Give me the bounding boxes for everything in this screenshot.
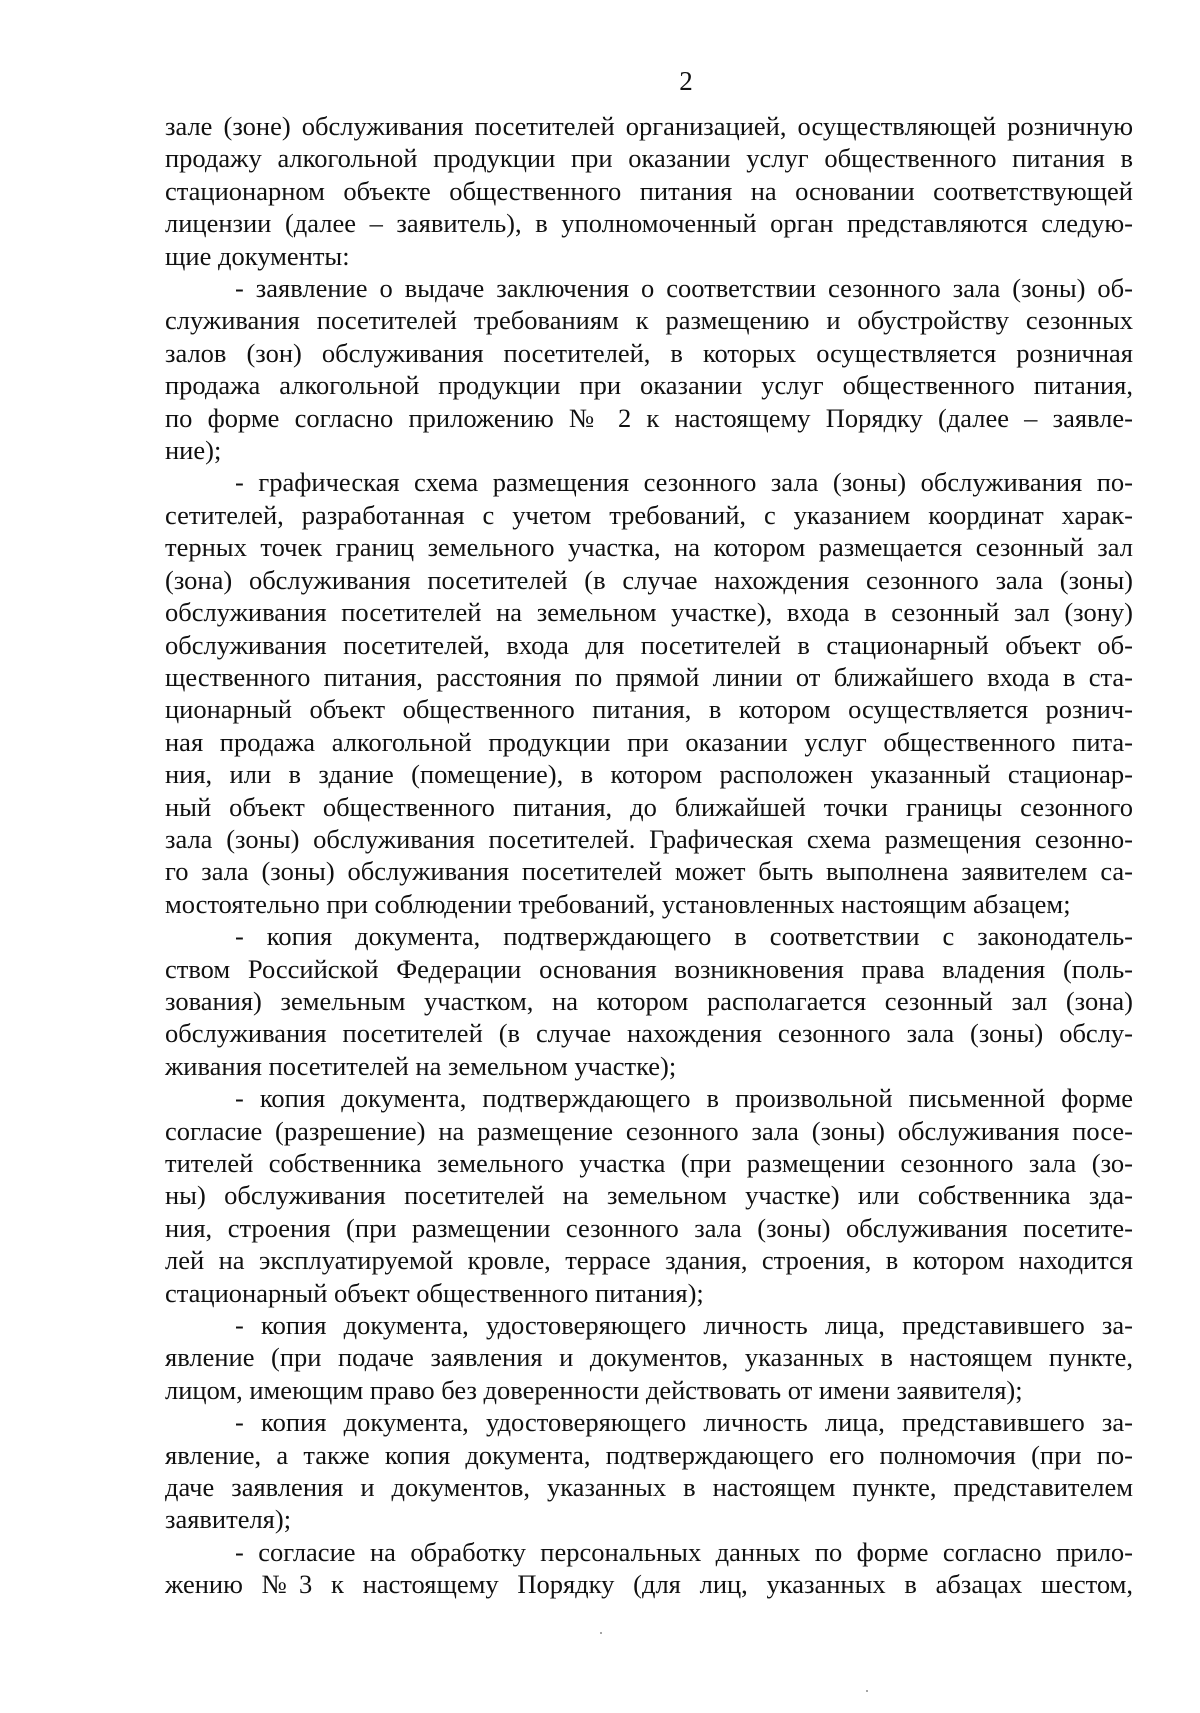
- text-line: жению №3 к настоящему Порядку (для лиц, указанных в абзацах шестом,: [165, 1569, 1133, 1600]
- text-line: - копия документа, удостоверяющего личность лица, представившего за-: [235, 1310, 1133, 1341]
- text-line: - согласие на обработку персональных данных по форме согласно прило-: [235, 1536, 1133, 1567]
- text-line: продажа алкогольной продукции при оказании услуг общественного питания,: [165, 370, 1133, 401]
- text-line: (зона) обслуживания посетителей (в случае нахождения сезонного зала (зоны): [165, 564, 1133, 595]
- text-line: - копия документа, удостоверяющего личность лица, представившего за-: [235, 1407, 1133, 1438]
- scan-speck: [866, 1690, 868, 1692]
- text-line: стационарном объекте общественного питания на основании соответствующей: [165, 175, 1133, 206]
- document-body: [165, 110, 1133, 1601]
- text-line: ния, строения (при размещении сезонного зала (зоны) обслуживания посетите-: [165, 1212, 1133, 1243]
- text-line: сетителей, разработанная с учетом требований, с указанием координат харак-: [165, 499, 1133, 530]
- text-line: стационарный объект общественного питания);: [165, 1277, 704, 1308]
- text-line: лей на эксплуатируемой кровле, террасе здания, строения, в котором находится: [165, 1245, 1133, 1276]
- text-line: заявителя);: [165, 1504, 292, 1535]
- text-line: зале (зоне) обслуживания посетителей организацией, осуществляющей розничную: [165, 111, 1133, 141]
- text-line: го зала (зоны) обслуживания посетителей может быть выполнена заявителем са-: [165, 856, 1133, 887]
- text-line: зала (зоны) обслуживания посетителей. Графическая схема размещения сезонно-: [165, 823, 1133, 854]
- text-line: мостоятельно при соблюдении требований, установленных настоящим абзацем;: [165, 888, 1071, 919]
- text-line: терных точек границ земельного участка, на котором размещается сезонный зал: [165, 532, 1133, 563]
- text-line: продажу алкогольной продукции при оказании услуг общественного питания в: [165, 143, 1133, 174]
- text-line: залов (зон) обслуживания посетителей, в которых осуществляется розничная: [165, 337, 1133, 368]
- text-line: ная продажа алкогольной продукции при оказании услуг общественного пита-: [165, 726, 1133, 757]
- text-line: - графическая схема размещения сезонного зала (зоны) обслуживания по-: [235, 467, 1133, 498]
- text-line: тителей собственника земельного участка (при размещении сезонного зала (зо-: [165, 1148, 1133, 1178]
- text-line: живания посетителей на земельном участке);: [165, 1050, 677, 1081]
- text-line: обслуживания посетителей (в случае нахождения сезонного зала (зоны) обслу-: [165, 1018, 1133, 1049]
- text-line: по форме согласно приложению № 2 к настоящему Порядку (далее – заявле-: [165, 402, 1133, 433]
- text-line: - копия документа, подтверждающего в соответствии с законодатель-: [235, 921, 1133, 952]
- text-line: лицом, имеющим право без доверенности действовать от имени заявителя);: [165, 1374, 1023, 1405]
- text-line: ционарный объект общественного питания, в котором осуществляется рознич-: [165, 694, 1133, 725]
- text-line: ны) обслуживания посетителей на земельном участке) или собственника зда-: [165, 1180, 1133, 1211]
- text-line: щественного питания, расстояния по прямой линии от ближайшего входа в ста-: [165, 661, 1133, 692]
- text-line: ством Российской Федерации основания возникновения права владения (поль-: [165, 953, 1133, 984]
- text-line: согласие (разрешение) на размещение сезонного зала (зоны) обслуживания посе-: [165, 1115, 1133, 1146]
- text-line: - копия документа, подтверждающего в произвольной письменной форме: [235, 1083, 1133, 1114]
- text-line: даче заявления и документов, указанных в настоящем пункте, представителем: [165, 1472, 1133, 1503]
- page-number: 2: [679, 66, 693, 96]
- text-line: ния, или в здание (помещение), в котором расположен указанный стационар-: [165, 759, 1133, 790]
- text-line: обслуживания посетителей на земельном участке), входа в сезонный зал (зону): [165, 597, 1133, 628]
- text-line: явление, а также копия документа, подтверждающего его полномочия (при по-: [165, 1439, 1133, 1470]
- text-line: ние);: [165, 435, 222, 466]
- text-line: зования) земельным участком, на котором располагается сезонный зал (зона): [165, 985, 1133, 1016]
- text-line: ный объект общественного питания, до ближайшей точки границы сезонного: [165, 791, 1133, 822]
- scan-speck: [600, 1632, 602, 1634]
- text-line: служивания посетителей требованиям к размещению и обустройству сезонных: [165, 305, 1133, 336]
- text-line: лицензии (далее – заявитель), в уполномоченный орган представляются следую-: [165, 208, 1133, 239]
- text-line: - заявление о выдаче заключения о соответствии сезонного зала (зоны) об-: [235, 273, 1133, 304]
- text-line: щие документы:: [165, 240, 350, 271]
- text-line: обслуживания посетителей, входа для посетителей в стационарный объект об-: [165, 629, 1133, 660]
- text-line: явление (при подаче заявления и документов, указанных в настоящем пункте,: [165, 1342, 1133, 1373]
